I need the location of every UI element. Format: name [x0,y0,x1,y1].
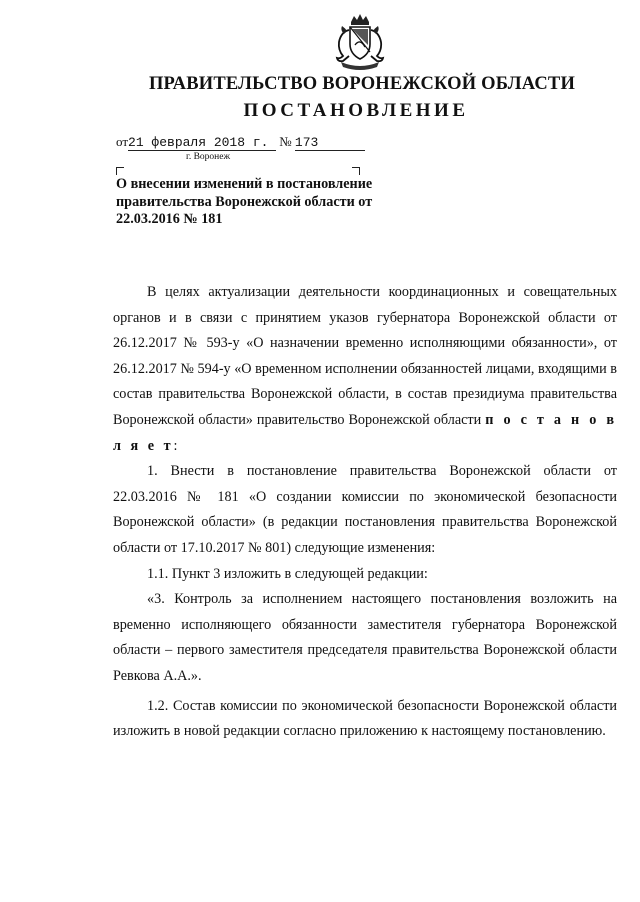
document-requisites [116,134,365,151]
document-body [113,280,617,745]
document-number: 173 [294,135,319,150]
quote-paragraph: «3. Контроль за исполнением настоящего постановления возложить на временно исполняющего обязанности заместителя губернатора Воронежской области – первого заместителя председателя правительства Воронежской области Ревкова А.А.». [113,591,617,684]
government-title: ПРАВИТЕЛЬСТВО ВОРОНЕЖСКОЙ ОБЛАСТИ [148,74,576,94]
subject-bracket-right [352,167,360,175]
voronezh-coat-of-arms-icon [329,12,391,74]
item-1-1-paragraph: 1.1. Пункт 3 изложить в следующей редакции: [147,565,428,582]
subject-bracket-left [116,167,124,175]
document-date: 21 февраля 2018 г. [128,135,269,150]
preamble-text: В целях актуализации деятельности координационных и совещательных органов и в связи с принятием указов губернатора Воронежской области от 26.12.2017 № 593-у «О назначении временно исполняющими обязанности», от 26.12.2017 № 594-у «О временном исполнении обязанностей лицами, входящими в состав правительства Воронежской области, в состав президиума правительства Воронежской области» правительство Воронежской области [113,284,617,428]
document-city: г. Воронеж [186,152,231,162]
item-1-2-paragraph: 1.2. Состав комиссии по экономической безопасности Воронежской области изложить в новой редакции согласно приложению к настоящему постановлению. [113,697,617,740]
preamble-paragraph [113,280,617,459]
date-prefix: от [116,134,129,149]
resolves-colon: : [173,437,178,454]
item-1-paragraph: 1. Внести в постановление правительства Воронежской области от 22.03.2016 № 181 «О создании комиссии по экономической безопасности Воронежской области» (в редакции постановления правительства Воронежской области от 17.10.2017 № 801) следующие изменения: [113,463,617,556]
number-prefix: № [279,134,292,149]
document-type-title: ПОСТАНОВЛЕНИЕ [243,100,469,121]
document-subject: О внесении изменений в постановление правительства Воронежской области от 22.03.2016 № 181 [116,176,373,227]
resolves-keyword: п о с т а н о в л я е т [113,411,617,454]
